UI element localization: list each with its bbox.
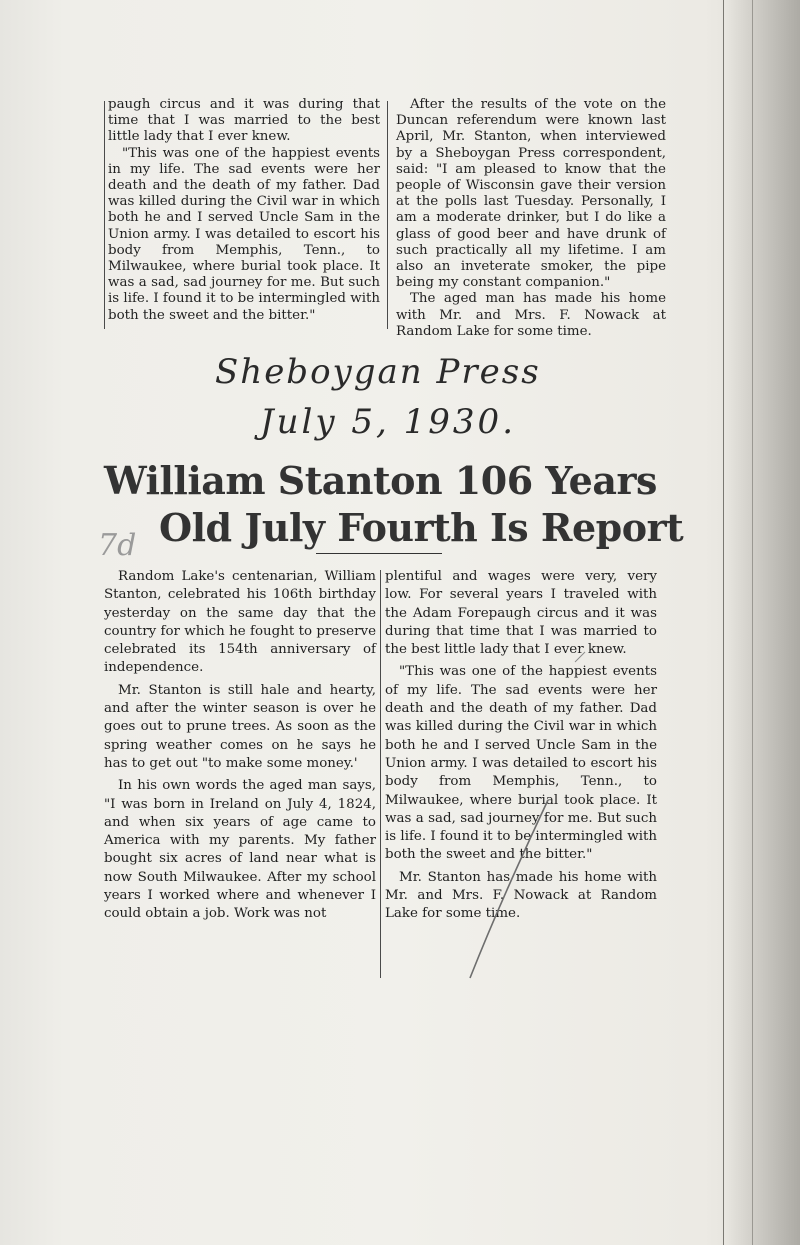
paragraph: After the results of the vote on the Duncan referendum were known last April, Mr. Stanton, when interviewed by a Sheboygan Press correspondent, said: "I am pleased to know that the people of Wisconsin gave their version at the polls last Tuesday. Personally, I am a moderate drinker, but I do like a glass of good beer and have drunk of such practically all my lifetime. I am also an inveterate smoker, the pipe being my constant companion." [396,97,666,291]
handwritten-source-note [215,352,541,472]
column-divider [380,570,381,978]
paragraph: "This was one of the happiest events of my life. The sad events were her death and the death of my father. Dad was killed during the Civil war in which both he and I served Uncle Sam in the Union army. I was detailed to escort his body from Memphis, Tenn., to Milwaukee, where burial took place. It was a sad, sad journey for me. But such is life. I found it to be intermingled with both the sweet and the bitter." [385,664,657,863]
page-edge-line [723,0,724,1245]
column-divider [387,101,388,329]
paragraph: Random Lake's centenarian, William Stanton, celebrated his 106th birthday yesterday on the same day that the country for which he fought to preserve celebrated its 154th anniversary of independence. [104,569,376,676]
headline-line-2: Old July Fourth Is Report [159,505,684,550]
margin-pencil-mark: 7d [98,528,137,563]
top-clipping-left-column [108,97,380,324]
page-edge-line [752,0,753,1245]
paragraph: In his own words the aged man says, "I was born in Ireland on July 4, 1824, and when six years of age came to America with my parents. My father bought six acres of land near what is now South Milwaukee. After my school years I worked where and whenever I could obtain a job. Work was not [104,778,376,922]
paragraph: paugh circus and it was during that time that I was married to the best little lady that I ever knew. [108,97,380,145]
page-edge-shadow [726,0,800,1245]
article-body [104,568,664,988]
paragraph: Mr. Stanton is still hale and hearty, and after the winter season is over he goes out to prune trees. As soon as the spring weather comes on he says he has to get out "to make some money.' [104,682,376,771]
headline-rule [316,553,442,554]
clipping-left-rule [104,101,105,329]
paragraph: The aged man has made his home with Mr. and Mrs. F. Nowack at Random Lake for some time. [396,291,666,339]
top-clipping [104,97,669,339]
paragraph: Mr. Stanton has made his home with Mr. and Mrs. F. Nowack at Random Lake for some time. [385,869,657,922]
paragraph: plentiful and wages were very, very low. For several years I traveled with the Adam Forepaugh circus and it was during that time that I was married to the best little lady that I ever knew. [385,569,657,658]
headline-line-1: William Stanton 106 Years [104,458,657,503]
top-clipping-right-column [396,97,666,340]
handwritten-date: July 5, 1930. [260,402,516,442]
article-left-column [104,568,376,924]
paragraph: "This was one of the happiest events in my life. The sad events were her death and the death of my father. Dad was killed during the Civil war in which both he and I served Uncle Sam in the Union army. I was detailed to escort his body from Memphis, Tenn., to Milwaukee, where burial took place. It was a sad, sad journey for me. But such is life. I found it to be intermingled with both the sweet and the bitter." [108,145,380,323]
handwritten-publication: Sheboygan Press [215,352,541,392]
article-right-column [385,568,657,924]
